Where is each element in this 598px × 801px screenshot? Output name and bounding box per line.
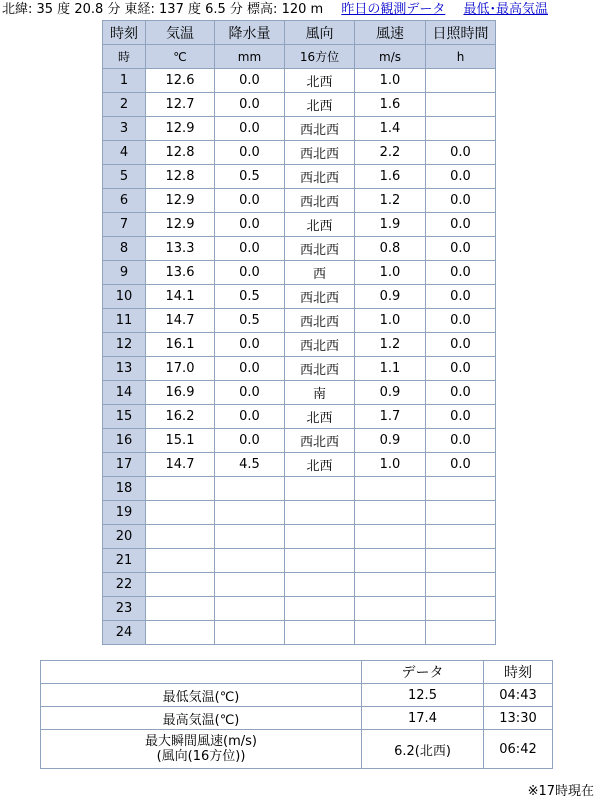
data-cell xyxy=(285,549,355,573)
table-row xyxy=(103,309,496,333)
hour-cell: 24 xyxy=(103,621,146,645)
location-info: 北緯: 35 度 20.8 分 東経: 137 度 6.5 分 標高: 120 m xyxy=(2,2,324,17)
data-cell xyxy=(146,573,215,597)
hour-cell: 15 xyxy=(103,405,146,429)
hour-cell: 22 xyxy=(103,573,146,597)
unit-cell: mm xyxy=(215,45,285,69)
data-cell: 西北西 xyxy=(285,357,355,381)
data-cell: 0.0 xyxy=(426,213,496,237)
data-cell xyxy=(146,501,215,525)
summary-value: 6.2(北西) xyxy=(362,730,484,769)
column-header: 日照時間 xyxy=(426,21,496,45)
data-cell: 0.0 xyxy=(426,189,496,213)
summary-value: 17.4 xyxy=(362,707,484,730)
data-cell: 西北西 xyxy=(285,237,355,261)
data-cell xyxy=(355,597,426,621)
data-cell xyxy=(426,117,496,141)
summary-column-header xyxy=(41,661,362,684)
data-cell xyxy=(355,549,426,573)
summary-column-header: データ xyxy=(362,661,484,684)
summary-label-line: 最低気温(℃) xyxy=(162,689,240,705)
unit-row xyxy=(103,45,496,69)
data-cell: 16.9 xyxy=(146,381,215,405)
data-cell: 0.0 xyxy=(215,189,285,213)
data-cell xyxy=(285,573,355,597)
data-cell: 12.9 xyxy=(146,213,215,237)
data-cell: 12.9 xyxy=(146,189,215,213)
summary-label-line: 最大瞬間風速(m/s) xyxy=(145,734,257,749)
data-cell xyxy=(285,597,355,621)
data-cell xyxy=(355,525,426,549)
data-cell: 北西 xyxy=(285,93,355,117)
data-cell: 16.1 xyxy=(146,333,215,357)
data-cell: 0.0 xyxy=(426,285,496,309)
column-header: 時刻 xyxy=(103,21,146,45)
hour-cell: 21 xyxy=(103,549,146,573)
table-row xyxy=(103,501,496,525)
table-row xyxy=(103,69,496,93)
data-cell: 0.8 xyxy=(355,237,426,261)
table-row xyxy=(103,141,496,165)
data-cell xyxy=(426,597,496,621)
summary-row xyxy=(41,730,553,769)
summary-row xyxy=(41,707,553,730)
table-row xyxy=(103,189,496,213)
data-cell: 14.7 xyxy=(146,309,215,333)
data-cell: 16.2 xyxy=(146,405,215,429)
table-row xyxy=(103,405,496,429)
data-cell xyxy=(146,549,215,573)
hour-cell: 5 xyxy=(103,165,146,189)
data-cell: 0.0 xyxy=(215,93,285,117)
data-cell: 1.2 xyxy=(355,189,426,213)
data-cell: 0.0 xyxy=(426,261,496,285)
hour-cell: 23 xyxy=(103,597,146,621)
data-cell xyxy=(426,525,496,549)
data-cell: 0.0 xyxy=(426,141,496,165)
table-row xyxy=(103,381,496,405)
data-cell: 西北西 xyxy=(285,429,355,453)
table-row xyxy=(103,621,496,645)
data-cell: 13.6 xyxy=(146,261,215,285)
data-cell: 0.0 xyxy=(215,141,285,165)
data-cell: 0.0 xyxy=(215,357,285,381)
data-cell xyxy=(355,621,426,645)
data-cell xyxy=(146,525,215,549)
data-cell: 0.0 xyxy=(426,405,496,429)
data-cell: 1.6 xyxy=(355,165,426,189)
data-cell: 西北西 xyxy=(285,309,355,333)
data-cell: 0.0 xyxy=(426,453,496,477)
data-cell xyxy=(215,573,285,597)
data-cell xyxy=(285,477,355,501)
data-cell xyxy=(426,69,496,93)
data-cell xyxy=(215,477,285,501)
data-cell: 西北西 xyxy=(285,285,355,309)
data-cell xyxy=(426,477,496,501)
as-of-note: ※17時現在 xyxy=(527,784,594,799)
data-cell: 1.2 xyxy=(355,333,426,357)
hour-cell: 6 xyxy=(103,189,146,213)
summary-header-row xyxy=(41,661,553,684)
summary-label-line: 最高気温(℃) xyxy=(162,712,240,728)
data-cell: 0.5 xyxy=(215,309,285,333)
table-row xyxy=(103,93,496,117)
summary-value: 12.5 xyxy=(362,684,484,707)
data-cell: 12.8 xyxy=(146,141,215,165)
data-cell: 1.0 xyxy=(355,309,426,333)
data-cell: 0.0 xyxy=(426,429,496,453)
data-cell: 0.0 xyxy=(215,405,285,429)
hour-cell: 20 xyxy=(103,525,146,549)
hour-cell: 9 xyxy=(103,261,146,285)
table-row xyxy=(103,573,496,597)
table-row xyxy=(103,525,496,549)
data-cell xyxy=(355,477,426,501)
data-cell xyxy=(146,621,215,645)
data-cell: 2.2 xyxy=(355,141,426,165)
data-cell xyxy=(426,549,496,573)
hour-cell: 4 xyxy=(103,141,146,165)
hour-cell: 7 xyxy=(103,213,146,237)
table-row xyxy=(103,549,496,573)
data-cell xyxy=(426,621,496,645)
data-cell: 0.0 xyxy=(426,165,496,189)
hour-cell: 11 xyxy=(103,309,146,333)
hour-cell: 1 xyxy=(103,69,146,93)
summary-column-header: 時刻 xyxy=(484,661,553,684)
data-cell: 13.3 xyxy=(146,237,215,261)
unit-cell: ℃ xyxy=(146,45,215,69)
hour-cell: 18 xyxy=(103,477,146,501)
data-cell: 0.9 xyxy=(355,381,426,405)
table-row xyxy=(103,597,496,621)
data-cell: 0.0 xyxy=(215,429,285,453)
data-cell xyxy=(426,573,496,597)
hour-cell: 16 xyxy=(103,429,146,453)
data-cell: 1.7 xyxy=(355,405,426,429)
data-cell: 1.0 xyxy=(355,261,426,285)
hour-cell: 12 xyxy=(103,333,146,357)
hour-cell: 10 xyxy=(103,285,146,309)
data-cell: 14.1 xyxy=(146,285,215,309)
summary-row xyxy=(41,684,553,707)
data-cell: 南 xyxy=(285,381,355,405)
data-cell: 0.5 xyxy=(215,165,285,189)
data-cell: 0.0 xyxy=(426,237,496,261)
hour-cell: 3 xyxy=(103,117,146,141)
table-row xyxy=(103,237,496,261)
data-cell: 1.0 xyxy=(355,69,426,93)
data-cell: 0.0 xyxy=(215,117,285,141)
data-cell: 西北西 xyxy=(285,189,355,213)
hour-cell: 2 xyxy=(103,93,146,117)
column-header: 気温 xyxy=(146,21,215,45)
data-cell: 0.0 xyxy=(426,381,496,405)
unit-cell: m/s xyxy=(355,45,426,69)
data-cell xyxy=(355,501,426,525)
location-bar xyxy=(2,1,548,19)
hour-cell: 19 xyxy=(103,501,146,525)
hour-cell: 8 xyxy=(103,237,146,261)
data-cell: 12.9 xyxy=(146,117,215,141)
data-cell xyxy=(215,525,285,549)
summary-label xyxy=(41,684,362,707)
table-row xyxy=(103,477,496,501)
table-row xyxy=(103,429,496,453)
data-cell: 12.8 xyxy=(146,165,215,189)
column-header: 風速 xyxy=(355,21,426,45)
unit-cell: 16方位 xyxy=(285,45,355,69)
daily-summary-table xyxy=(40,660,553,769)
column-header: 降水量 xyxy=(215,21,285,45)
data-cell: 西北西 xyxy=(285,165,355,189)
data-cell xyxy=(215,621,285,645)
table-row xyxy=(103,453,496,477)
hour-cell: 17 xyxy=(103,453,146,477)
data-cell: 1.6 xyxy=(355,93,426,117)
data-cell xyxy=(285,621,355,645)
hour-cell: 14 xyxy=(103,381,146,405)
data-cell: 0.9 xyxy=(355,429,426,453)
data-cell xyxy=(285,525,355,549)
yesterday-data-link[interactable]: 昨日の観測データ xyxy=(341,2,446,17)
data-cell: 西北西 xyxy=(285,141,355,165)
data-cell xyxy=(215,501,285,525)
data-cell: 0.9 xyxy=(355,285,426,309)
hour-cell: 13 xyxy=(103,357,146,381)
summary-time: 06:42 xyxy=(484,730,553,769)
summary-time: 04:43 xyxy=(484,684,553,707)
data-cell: 0.0 xyxy=(215,237,285,261)
data-cell: 西北西 xyxy=(285,333,355,357)
data-cell: 0.0 xyxy=(215,333,285,357)
data-cell: 北西 xyxy=(285,69,355,93)
data-cell: 西北西 xyxy=(285,117,355,141)
data-cell xyxy=(215,597,285,621)
data-cell xyxy=(215,549,285,573)
table-row xyxy=(103,213,496,237)
data-cell: 0.0 xyxy=(215,69,285,93)
column-header: 風向 xyxy=(285,21,355,45)
table-row xyxy=(103,117,496,141)
data-cell: 0.5 xyxy=(215,285,285,309)
table-row xyxy=(103,261,496,285)
data-cell xyxy=(426,93,496,117)
summary-time: 13:30 xyxy=(484,707,553,730)
data-cell: 0.0 xyxy=(426,309,496,333)
data-cell xyxy=(426,501,496,525)
data-cell xyxy=(285,501,355,525)
observation-rows xyxy=(103,69,496,645)
data-cell: 15.1 xyxy=(146,429,215,453)
data-cell: 4.5 xyxy=(215,453,285,477)
data-cell: 1.1 xyxy=(355,357,426,381)
table-row xyxy=(103,357,496,381)
data-cell: 北西 xyxy=(285,453,355,477)
data-cell: 北西 xyxy=(285,405,355,429)
data-cell: 北西 xyxy=(285,213,355,237)
data-cell xyxy=(355,573,426,597)
hourly-observation-table xyxy=(102,20,496,645)
data-cell xyxy=(146,597,215,621)
header-row xyxy=(103,21,496,45)
summary-label-line: (風向(16方位)) xyxy=(156,749,246,764)
data-cell: 14.7 xyxy=(146,453,215,477)
data-cell: 0.0 xyxy=(426,333,496,357)
data-cell: 1.4 xyxy=(355,117,426,141)
data-cell: 0.0 xyxy=(215,213,285,237)
summary-label xyxy=(41,730,362,769)
unit-cell: 時 xyxy=(103,45,146,69)
data-cell: 0.0 xyxy=(215,381,285,405)
data-cell: 12.7 xyxy=(146,93,215,117)
unit-cell: h xyxy=(426,45,496,69)
table-row xyxy=(103,165,496,189)
data-cell xyxy=(146,477,215,501)
summary-label xyxy=(41,707,362,730)
table-row xyxy=(103,285,496,309)
data-cell: 12.6 xyxy=(146,69,215,93)
data-cell: 0.0 xyxy=(426,357,496,381)
data-cell: 17.0 xyxy=(146,357,215,381)
data-cell: 西 xyxy=(285,261,355,285)
data-cell: 1.0 xyxy=(355,453,426,477)
min-max-temperature-link[interactable]: 最低･最高気温 xyxy=(463,2,548,17)
data-cell: 1.9 xyxy=(355,213,426,237)
data-cell: 0.0 xyxy=(215,261,285,285)
table-row xyxy=(103,333,496,357)
